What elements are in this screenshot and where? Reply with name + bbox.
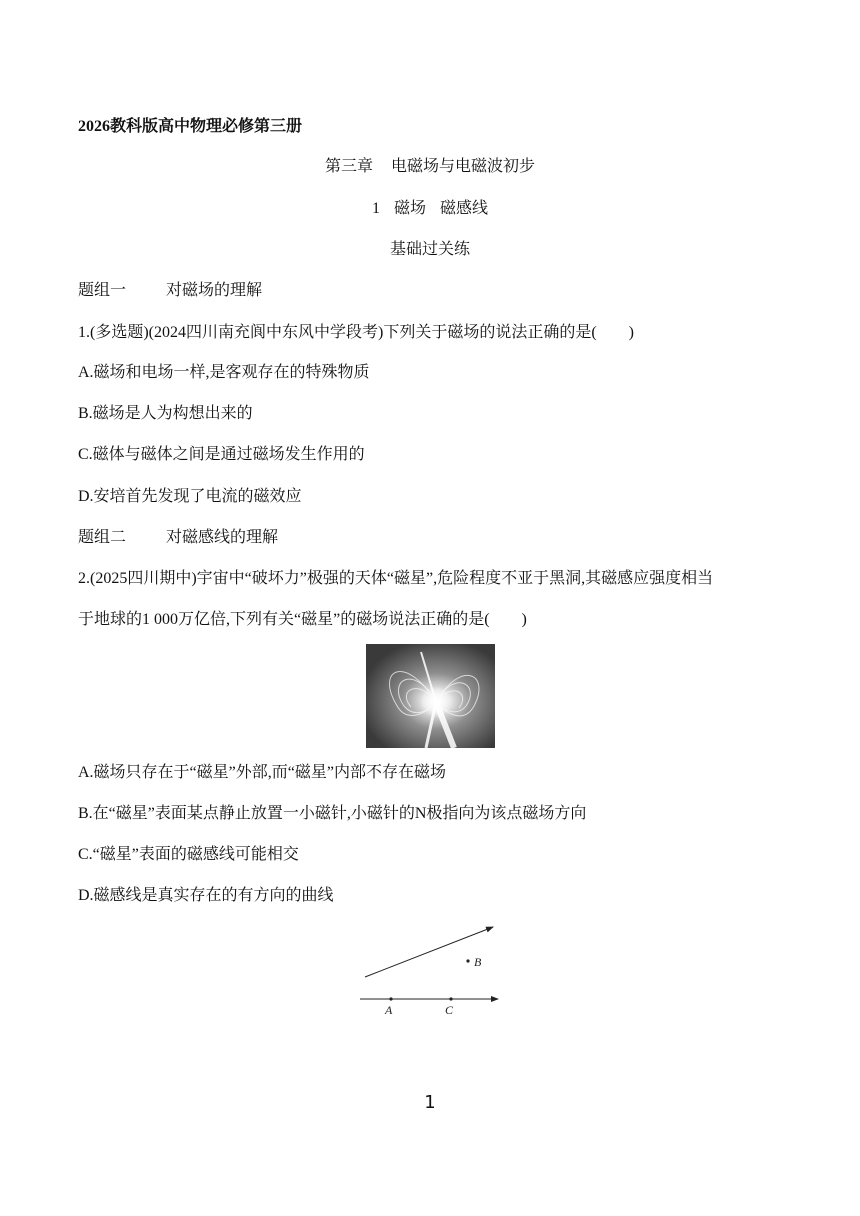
upper-field-line [365, 927, 493, 977]
section-title-a: 磁场 [393, 200, 426, 217]
section-title-b: 磁感线 [440, 200, 489, 217]
question-2-option-a: A.磁场只存在于“磁星”外部,而“磁星”内部不存在磁场 [78, 764, 446, 781]
question-group-1 [78, 281, 262, 301]
point-b-dot [466, 959, 469, 962]
point-c-label: C [445, 1003, 454, 1017]
point-c-dot [449, 997, 452, 1000]
question-2-stem-line-1: 2.(2025四川期中)宇宙中“破坏力”极强的天体“磁星”,危险程度不亚于黑洞,其磁感应强度相当 [78, 570, 714, 587]
question-group-2 [78, 528, 278, 548]
question-1-stem: 1.(多选题)(2024四川南充阆中东风中学段考)下列关于磁场的说法正确的是( ) [78, 324, 634, 341]
magnetar-image [366, 644, 495, 748]
question-1-option-b: B.磁场是人为构想出来的 [78, 405, 253, 422]
section-heading [0, 199, 860, 219]
exercise-subtitle: 基础过关练 [389, 241, 470, 258]
point-b-label: B [474, 955, 482, 969]
chapter-title: 电磁场与电磁波初步 [391, 158, 536, 175]
page-number: 1 [424, 1092, 436, 1113]
document-header-title: 2026教科版高中物理必修第三册 [78, 118, 303, 135]
field-line-diagram [355, 920, 515, 1025]
chapter-label: 第三章 [324, 158, 373, 175]
question-2-option-d: D.磁感线是真实存在的有方向的曲线 [78, 887, 334, 904]
question-2-option-c: C.“磁星”表面的磁感线可能相交 [78, 846, 299, 863]
question-1-option-a: A.磁场和电场一样,是客观存在的特殊物质 [78, 364, 370, 381]
point-a-dot [389, 997, 392, 1000]
point-a-label: A [385, 1003, 393, 1017]
group-title: 对磁感线的理解 [166, 529, 279, 546]
question-2-stem-line-2: 于地球的1 000万亿倍,下列有关“磁星”的磁场说法正确的是( ) [78, 611, 527, 628]
question-1-option-c: C.磁体与磁体之间是通过磁场发生作用的 [78, 446, 365, 463]
group-label: 题组一 [78, 282, 127, 299]
group-label: 题组二 [78, 529, 127, 546]
chapter-heading [0, 157, 860, 177]
group-title: 对磁场的理解 [166, 282, 263, 299]
question-2-option-b: B.在“磁星”表面某点静止放置一小磁针,小磁针的N极指向为该点磁场方向 [78, 805, 587, 822]
question-1-option-d: D.安培首先发现了电流的磁效应 [78, 488, 302, 505]
section-number: 1 [371, 200, 380, 217]
